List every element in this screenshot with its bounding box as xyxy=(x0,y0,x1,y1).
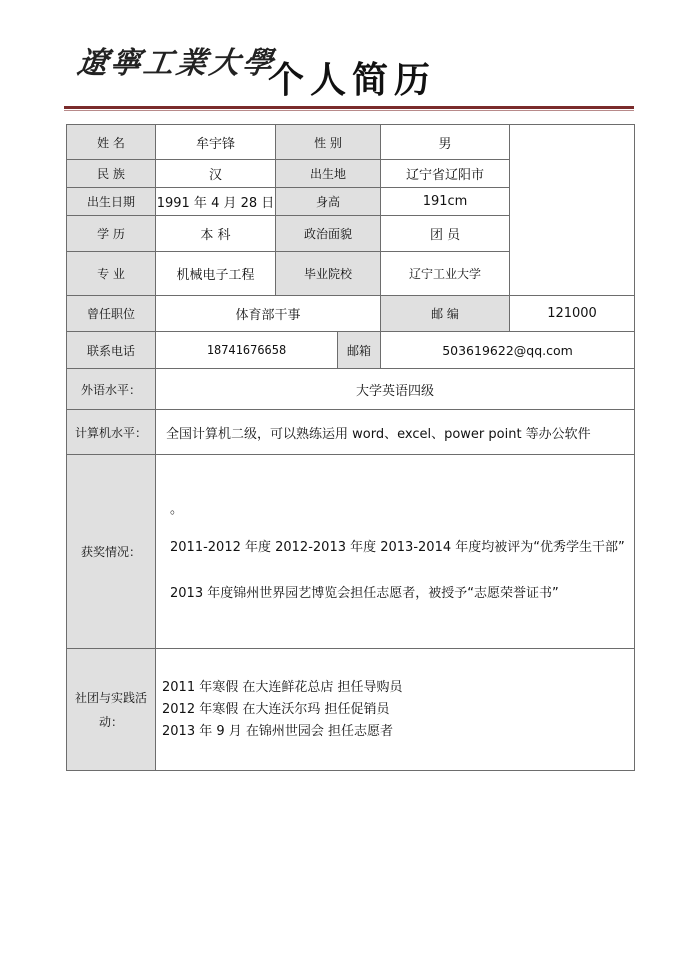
university-logo: 遼寧工業大學 xyxy=(75,46,278,81)
computer-label: 计算机水平： xyxy=(67,410,156,455)
political-value: 团 员 xyxy=(381,216,510,252)
awards-label: 获奖情况： xyxy=(67,455,156,649)
awards-content xyxy=(156,455,635,649)
school-value: 辽宁工业大学 xyxy=(381,252,510,296)
major-value: 机械电子工程 xyxy=(156,252,276,296)
ethnicity-value: 汉 xyxy=(156,160,276,188)
height-value: 191cm xyxy=(381,188,510,216)
photo-placeholder xyxy=(510,125,635,296)
activity-line: 2011 年寒假 在大连鲜花总店 担任导购员 xyxy=(162,679,403,695)
header-divider xyxy=(64,106,634,109)
activities-label: 社团与实践活动： xyxy=(67,649,156,771)
birthplace-label: 出生地 xyxy=(276,160,381,188)
phone-label: 联系电话 xyxy=(67,332,156,369)
height-label: 身高 xyxy=(276,188,381,216)
gender-label: 性 别 xyxy=(276,125,381,160)
name-value: 牟宇锋 xyxy=(156,125,276,160)
header-divider-thin xyxy=(64,110,634,111)
position-value: 体育部干事 xyxy=(156,296,381,332)
computer-value: 全国计算机二级，可以熟练运用 word、excel、power point 等办公软件 xyxy=(156,410,635,455)
position-label: 曾任职位 xyxy=(67,296,156,332)
resume-header xyxy=(0,0,690,112)
birthdate-label: 出生日期 xyxy=(67,188,156,216)
ethnicity-label: 民 族 xyxy=(67,160,156,188)
birthdate-value: 1991 年 4 月 28 日 xyxy=(156,188,276,216)
gender-value: 男 xyxy=(381,125,510,160)
email-label: 邮箱 xyxy=(338,332,381,369)
resume-table xyxy=(66,124,635,771)
postcode-label: 邮 编 xyxy=(381,296,510,332)
language-value: 大学英语四级 xyxy=(156,369,635,410)
major-label: 专 业 xyxy=(67,252,156,296)
phone-value: 18741676658 xyxy=(156,332,338,369)
language-label: 外语水平： xyxy=(67,369,156,410)
postcode-value: 121000 xyxy=(510,296,635,332)
education-label: 学 历 xyxy=(67,216,156,252)
name-label: 姓 名 xyxy=(67,125,156,160)
education-value: 本 科 xyxy=(156,216,276,252)
activity-line: 2013 年 9 月 在锦州世园会 担任志愿者 xyxy=(162,723,394,739)
school-label: 毕业院校 xyxy=(276,252,381,296)
page-title: 个人简历 xyxy=(268,59,437,101)
awards-line: 。 xyxy=(170,501,184,517)
awards-line: 2011-2012 年度 2012-2013 年度 2013-2014 年度均被评为“优秀学生干部” xyxy=(170,539,625,555)
awards-line: 2013 年度锦州世界园艺博览会担任志愿者，被授予“志愿荣誉证书” xyxy=(170,585,559,601)
political-label: 政治面貌 xyxy=(276,216,381,252)
activity-line: 2012 年寒假 在大连沃尔玛 担任促销员 xyxy=(162,701,390,717)
email-value: 503619622@qq.com xyxy=(381,332,635,369)
birthplace-value: 辽宁省辽阳市 xyxy=(381,160,510,188)
activities-content xyxy=(156,649,635,771)
